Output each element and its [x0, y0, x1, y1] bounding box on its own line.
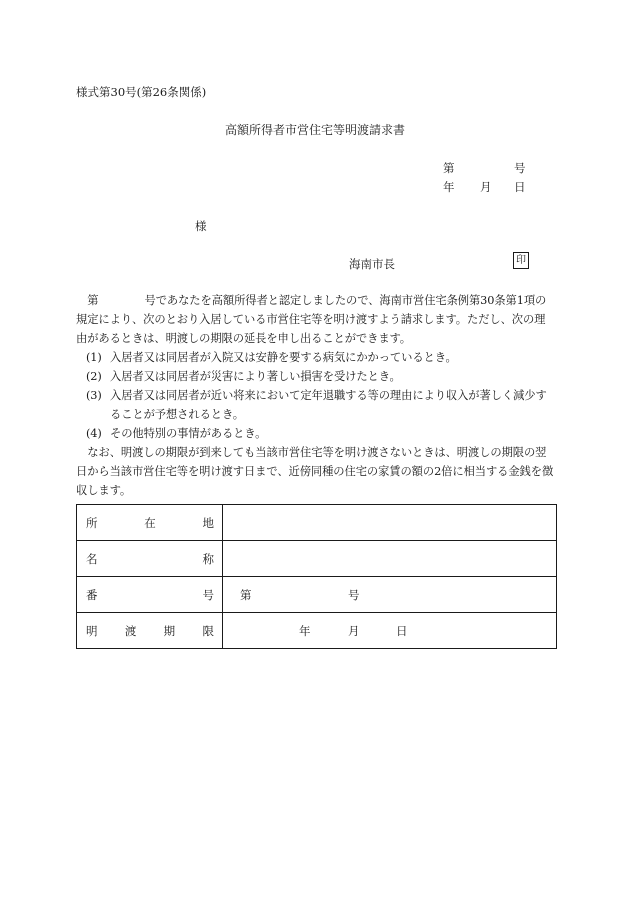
date-month: 月: [480, 180, 492, 194]
name-value[interactable]: [223, 541, 557, 577]
list-item: [76, 424, 556, 443]
table-row: [77, 541, 557, 577]
number-value-prefix: 第: [240, 587, 252, 602]
number-value[interactable]: [223, 577, 557, 613]
item-text: 入居者又は同居者が近い将来において定年退職する等の理由により収入が著しく減少することが予想されるとき。: [110, 389, 547, 421]
address-value[interactable]: [223, 505, 557, 541]
addressee-suffix: 様: [195, 219, 207, 233]
table-row: [77, 613, 557, 649]
number-prefix: 第: [443, 161, 455, 175]
deadline-month: 月: [348, 623, 360, 638]
info-table: [76, 504, 557, 649]
item-number: (2): [86, 370, 102, 383]
date-day: 日: [514, 180, 526, 194]
issuer-name: 海南市長: [349, 257, 395, 271]
list-item: [76, 348, 556, 367]
number-suffix: 号: [514, 161, 526, 175]
item-text: 入居者又は同居者が災害により著しい損害を受けたとき。: [110, 370, 401, 383]
number-value-suffix: 号: [348, 587, 360, 602]
address-label: 所 在 地: [77, 505, 223, 541]
deadline-value[interactable]: [223, 613, 557, 649]
item-number: (4): [86, 427, 102, 440]
intro-prefix: 第: [87, 294, 99, 307]
item-text: その他特別の事情があるとき。: [110, 427, 267, 440]
closing-paragraph: なお、明渡しの期限が到来しても当該市営住宅等を明け渡さないときは、明渡しの期限の翌日から当該市営住宅等を明け渡す日まで、近傍同種の住宅の家賃の額の2倍に相当する金銭を徴収します。: [76, 446, 554, 497]
name-label: 名 称: [77, 541, 223, 577]
document-title: 高額所得者市営住宅等明渡請求書: [224, 123, 405, 137]
date-year: 年: [443, 180, 455, 194]
intro-paragraph: [76, 291, 556, 348]
item-text: 入居者又は同居者が入院又は安静を要する病気にかかっているとき。: [110, 351, 457, 364]
item-number: (1): [86, 351, 102, 364]
seal-icon: 印: [513, 252, 529, 269]
list-item: [76, 367, 556, 386]
deadline-label: 明 渡 期 限: [77, 613, 223, 649]
form-number: 様式第30号(第26条関係): [76, 85, 207, 99]
body-text: [76, 291, 556, 500]
table-row: [77, 577, 557, 613]
item-number: (3): [86, 389, 102, 402]
intro-text: 号であなたを高額所得者と認定しましたので、海南市営住宅条例第30条第1項の規定により、次のとおり入居している市営住宅等を明け渡すよう請求します。ただし、次の理由があるときは、明渡しの期限の延長を申し出ることができます。: [76, 294, 547, 345]
list-item: [76, 386, 556, 424]
table-row: [77, 505, 557, 541]
number-label: 番 号: [77, 577, 223, 613]
deadline-year: 年: [299, 623, 311, 638]
deadline-day: 日: [396, 623, 408, 638]
